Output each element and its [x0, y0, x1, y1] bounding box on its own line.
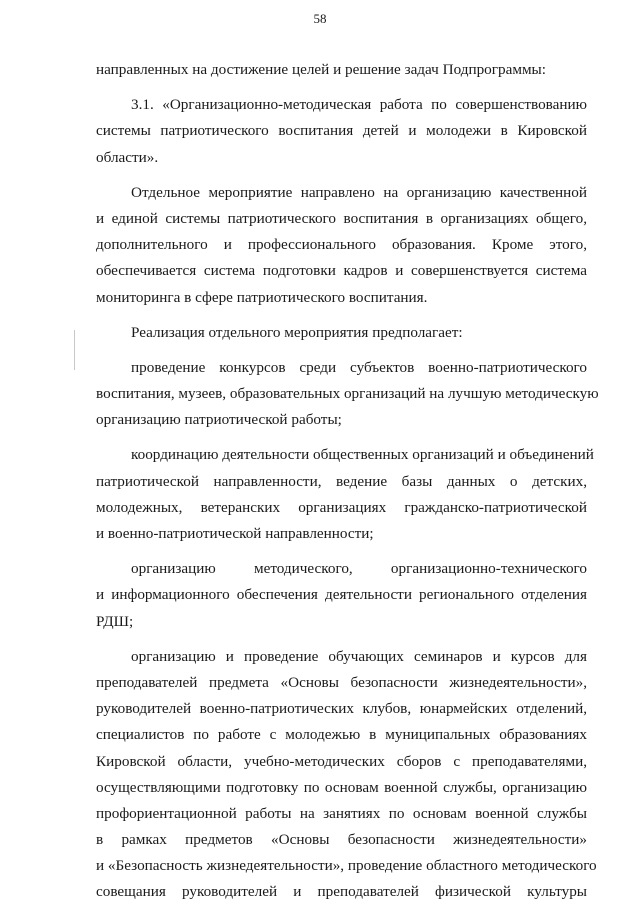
text-line: Реализация отдельного мероприятия предполагает:	[131, 323, 463, 341]
paragraph	[96, 57, 587, 83]
text-line: Кировской области, учебно-методических сборов с преподавателями,	[96, 752, 587, 770]
paragraph	[96, 442, 594, 547]
text-line: проведение конкурсов среди субъектов военно-патриотического	[131, 358, 587, 376]
text-line: организацию патриотической работы;	[96, 411, 342, 429]
text-line: РДШ;	[96, 612, 134, 630]
paragraph	[96, 644, 597, 906]
paragraph	[96, 355, 599, 434]
text-line: патриотической направленности, ведение базы данных о детских,	[96, 472, 587, 490]
text-line: руководителей военно-патриотических клубов, юнармейских отделений,	[96, 700, 587, 718]
text-line: организацию методического, организационно-технического	[131, 560, 587, 578]
text-line: осуществляющими подготовку по основам военной службы, организацию	[96, 778, 587, 796]
text-line: 3.1. «Организационно-методическая работа по совершенствованию	[131, 96, 587, 114]
paragraph	[96, 92, 587, 171]
text-line: организацию и проведение обучающих семинаров и курсов для	[131, 647, 587, 665]
text-line: обеспечивается система подготовки кадров и совершенствуется система	[96, 262, 587, 280]
text-line: и «Безопасность жизнедеятельности», проведение областного методического	[96, 857, 597, 875]
paragraph	[96, 180, 587, 311]
document-body	[96, 57, 599, 906]
text-line: мониторинга в сфере патриотического воспитания.	[96, 288, 428, 306]
text-line: в рамках предметов «Основы безопасности жизнедеятельности»	[96, 831, 587, 849]
text-line: и информационного обеспечения деятельности регионального отделения	[96, 586, 587, 604]
text-line: координацию деятельности общественных организаций и объединений	[131, 446, 594, 464]
paragraph	[96, 320, 587, 346]
text-line: направленных на достижение целей и решение задач Подпрограммы:	[96, 61, 546, 78]
text-line: специалистов по работе с молодежью в муниципальных образованиях	[96, 726, 587, 744]
paragraph	[96, 556, 587, 635]
text-line: области».	[96, 148, 159, 166]
text-line: молодежных, ветеранских организациях гражданско-патриотической	[96, 498, 587, 516]
text-line: совещания руководителей и преподавателей физической культуры	[96, 883, 587, 901]
text-line: дополнительного и профессионального образования. Кроме этого,	[96, 236, 587, 254]
text-line: преподавателей предмета «Основы безопасности жизнедеятельности»,	[96, 673, 587, 691]
text-line: воспитания, музеев, образовательных организаций на лучшую методическую	[96, 385, 599, 403]
text-line: профориентационной работы на занятиях по основам военной службы	[96, 804, 587, 822]
text-line: и единой системы патриотического воспитания в организациях общего,	[96, 209, 587, 227]
text-line: Отдельное мероприятие направлено на организацию качественной	[131, 183, 587, 201]
text-line: системы патриотического воспитания детей и молодежи в Кировской	[96, 122, 587, 140]
text-line: и военно-патриотической направленности;	[96, 525, 374, 542]
scan-mark	[74, 330, 75, 370]
page-number: 58	[313, 11, 327, 26]
